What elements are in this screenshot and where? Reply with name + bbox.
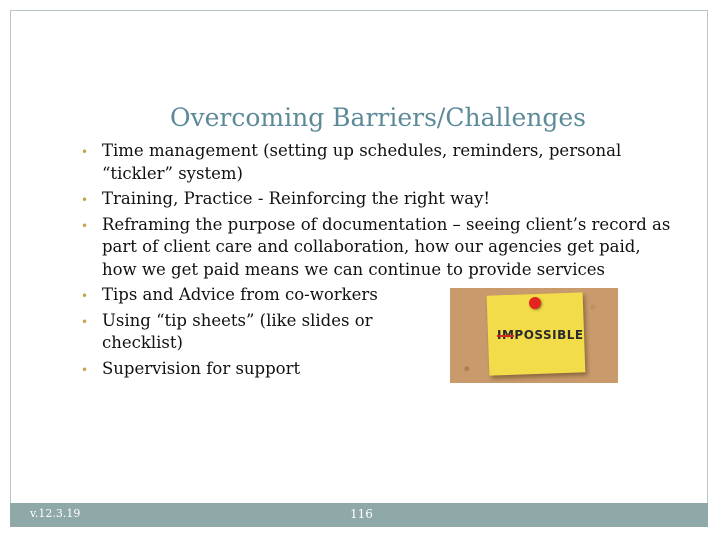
bullet-icon: •	[81, 289, 89, 303]
bullet-icon: •	[81, 314, 89, 329]
version-label: v.12.3.19	[30, 507, 81, 520]
bullet-item	[78, 188, 678, 211]
bullet-text: Using “tip sheets” (like slides or checklist)	[102, 310, 373, 352]
struck-prefix: IM	[497, 328, 515, 342]
push-pin-icon	[529, 297, 541, 309]
sticky-note-text	[497, 328, 584, 342]
bullet-item	[78, 310, 442, 355]
bullet-text: Tips and Advice from co-workers	[102, 285, 378, 304]
note-remaining-text: POSSIBLE	[514, 328, 584, 342]
bullet-icon: •	[81, 193, 89, 207]
bullet-icon: •	[81, 145, 89, 159]
bullet-icon: •	[81, 362, 89, 377]
bullet-item	[78, 140, 678, 185]
page-number: 116	[350, 507, 373, 521]
bullet-text: Training, Practice - Reinforcing the right way!	[102, 189, 491, 208]
bullet-text: Reframing the purpose of documentation – seeing client’s record as part of client care and collaboration, how our agencies get paid, how we get paid means we can continue to provide services	[102, 214, 671, 279]
footer-bar	[10, 503, 708, 527]
bullet-text: Supervision for support	[102, 358, 301, 378]
bullet-item	[78, 214, 678, 282]
bullet-text: Time management (setting up schedules, reminders, personal “tickler” system)	[102, 141, 622, 183]
slide-title: Overcoming Barriers/Challenges	[170, 102, 586, 132]
bullet-icon: •	[81, 218, 89, 233]
impossible-sticky-note-image	[450, 288, 618, 383]
bullet-item	[78, 358, 442, 381]
bullet-item	[78, 284, 442, 307]
